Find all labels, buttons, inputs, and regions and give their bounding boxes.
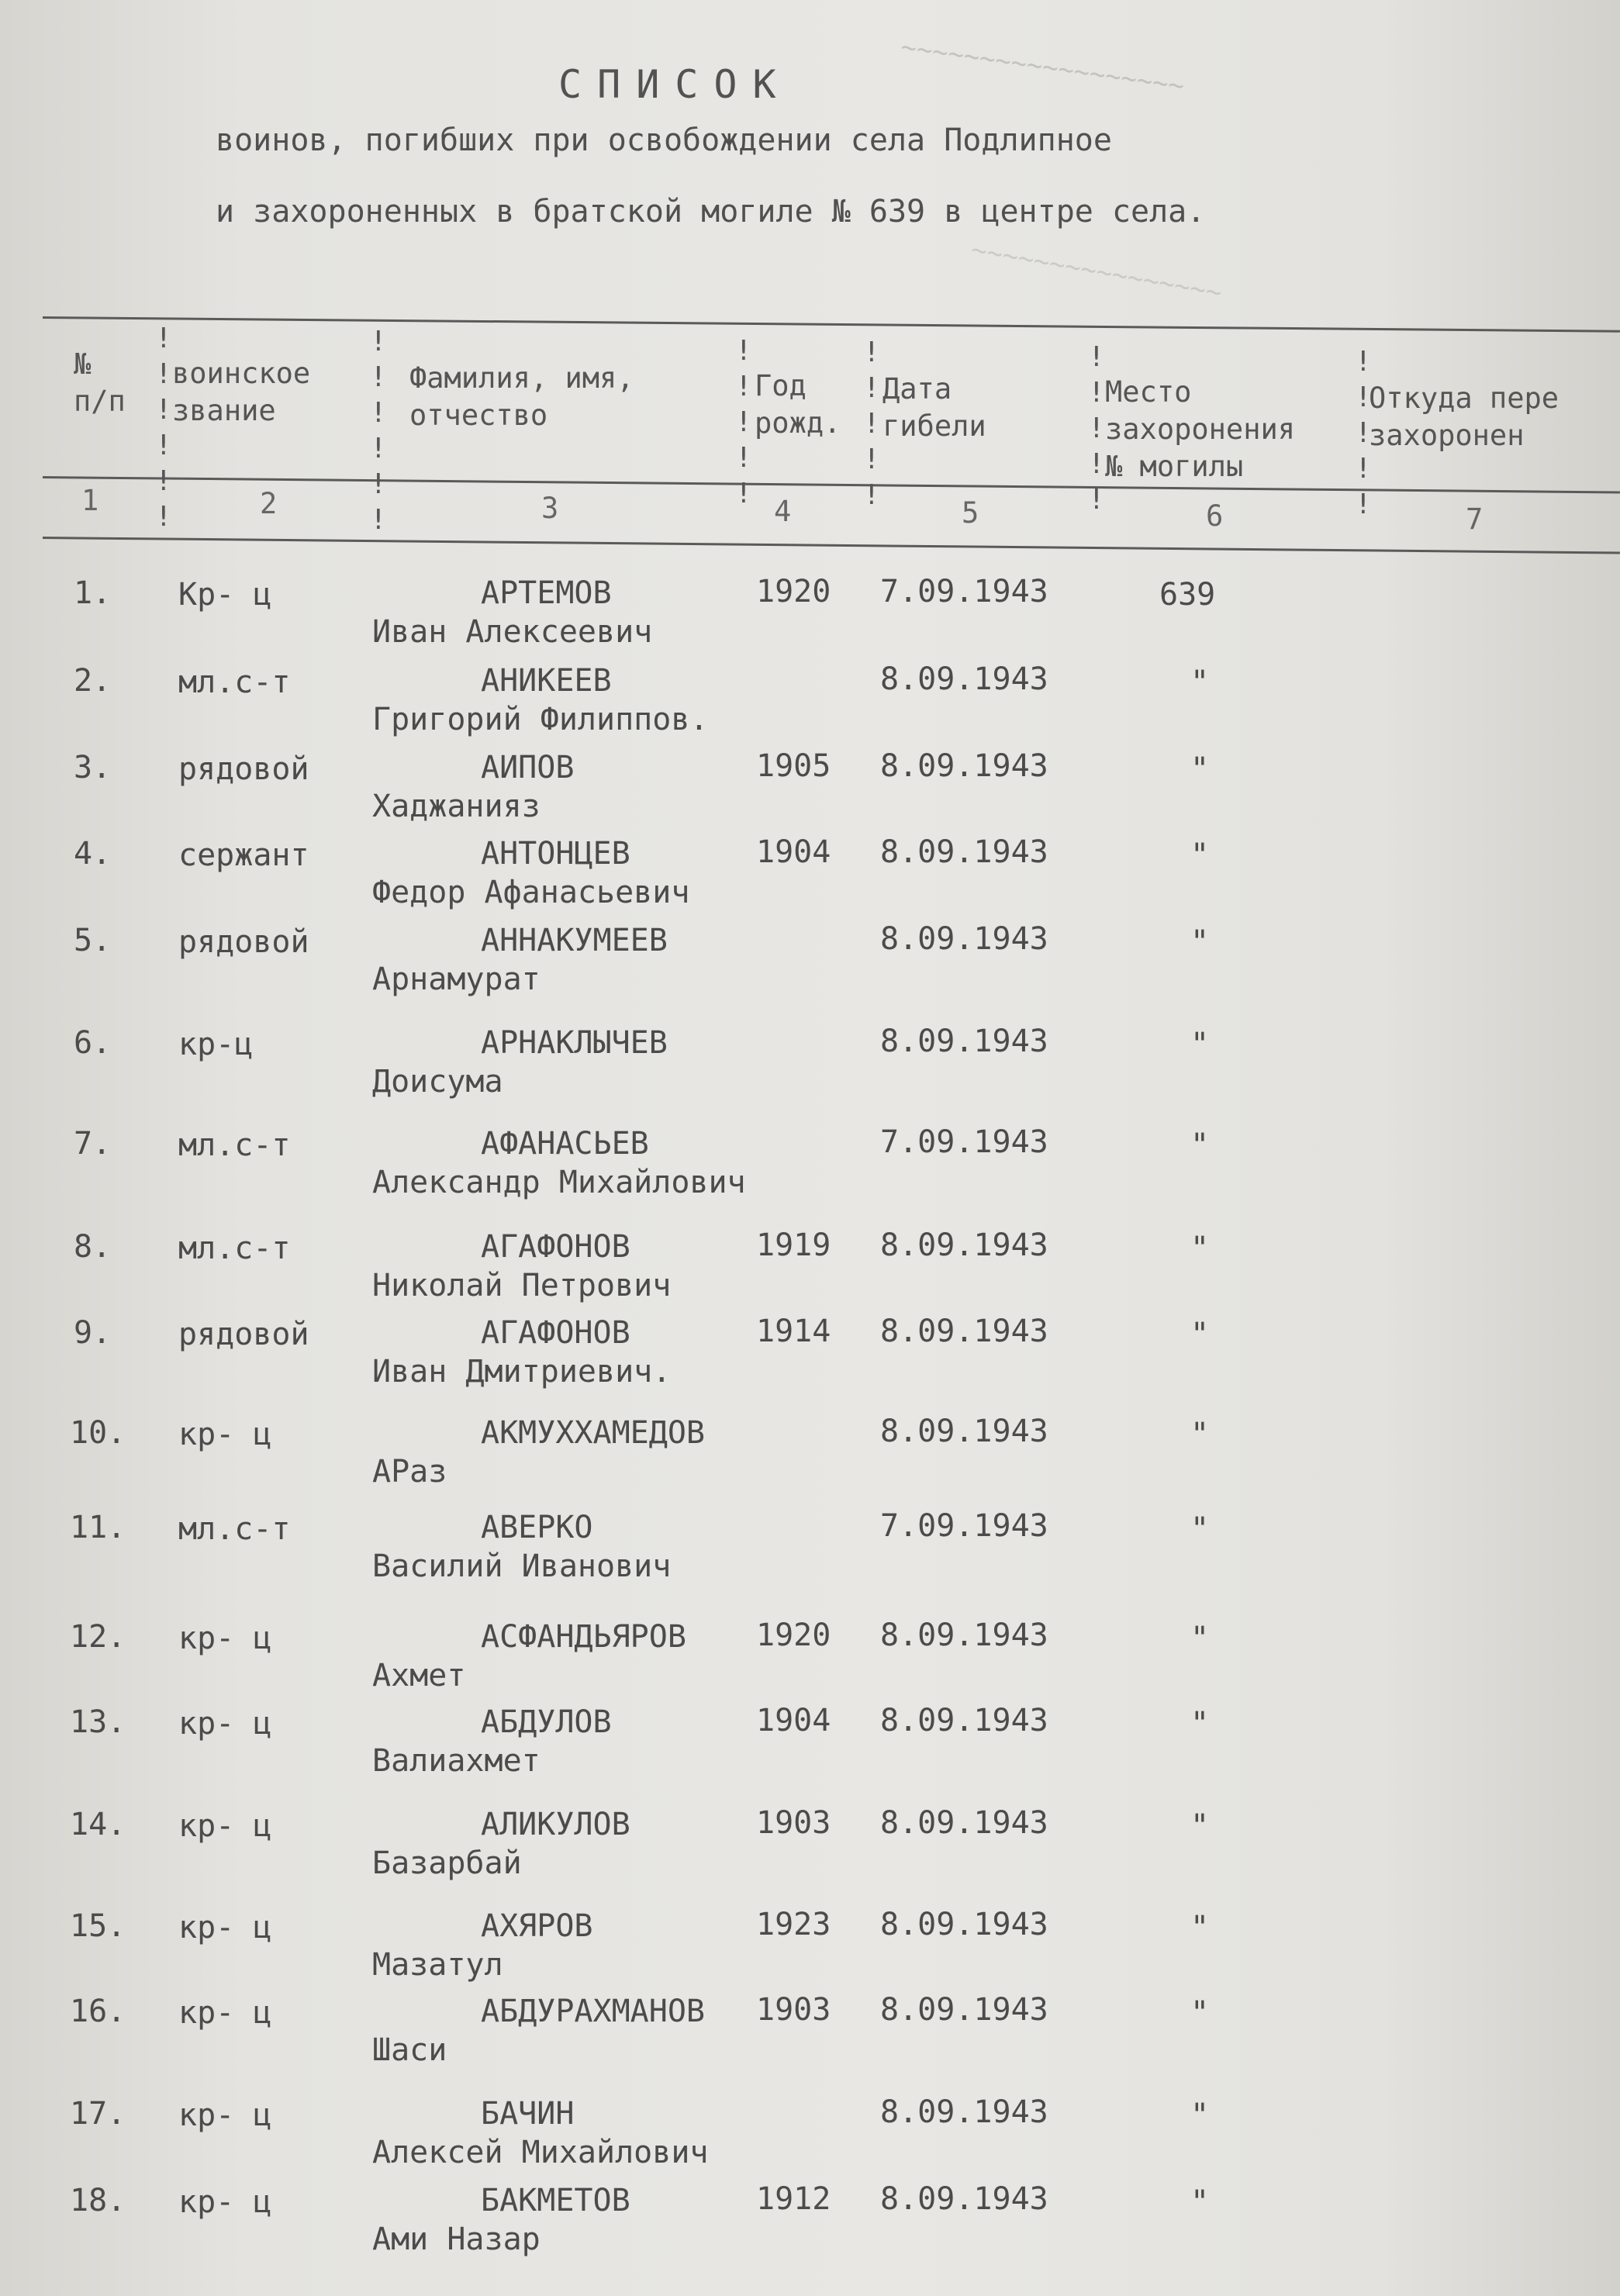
row-number: 18. — [70, 2183, 126, 2218]
table-header-rule — [43, 476, 1620, 494]
row-given-names: Доисума — [372, 1064, 503, 1100]
row-death-date: 7.09.1943 — [880, 1124, 1048, 1160]
row-given-names: Арнамурат — [372, 962, 541, 997]
row-number: 16. — [70, 1994, 126, 2029]
row-burial-place: " — [1190, 1317, 1210, 1352]
row-burial-place: " — [1190, 837, 1210, 873]
row-surname: АСФАНДЬЯРОВ — [481, 1619, 686, 1655]
row-rank: кр- ц — [178, 1808, 272, 1844]
row-rank: сержант — [178, 837, 309, 873]
document-subtitle-line-2: и захороненных в братской могиле № 639 в центре села. — [216, 194, 1206, 230]
row-rank: рядовой — [178, 1317, 309, 1352]
row-burial-place: " — [1190, 1995, 1210, 2031]
row-number: 11. — [70, 1510, 126, 1545]
row-number: 6. — [74, 1025, 112, 1061]
row-rank: кр- ц — [178, 2097, 272, 2133]
row-death-date: 8.09.1943 — [880, 661, 1048, 697]
row-number: 4. — [74, 836, 112, 872]
row-given-names: Иван Алексеевич — [372, 614, 653, 650]
row-surname: АГАФОНОВ — [481, 1315, 630, 1351]
column-separator: ! ! ! ! ! — [1088, 341, 1105, 516]
column-header-rank: воинское звание — [172, 357, 311, 427]
row-surname: АННАКУМЕЕВ — [481, 923, 668, 958]
row-birth-year: 1920 — [756, 1618, 831, 1653]
column-number: 2 — [260, 487, 278, 520]
row-rank: мл.с-т — [178, 665, 291, 700]
row-surname: АРНАКЛЫЧЕВ — [481, 1025, 668, 1061]
row-rank: рядовой — [178, 924, 309, 960]
row-birth-year: 1903 — [756, 1992, 831, 2028]
row-given-names: Василий Иванович — [372, 1549, 672, 1584]
row-given-names: Базарбай — [372, 1845, 522, 1881]
row-burial-place: " — [1190, 1511, 1210, 1547]
row-given-names: Алексей Михайлович — [372, 2135, 709, 2170]
row-rank: кр- ц — [178, 1995, 272, 2031]
row-rank: кр- ц — [178, 1910, 272, 1946]
row-given-names: Шаси — [372, 2032, 447, 2068]
row-given-names: Иван Дмитриевич. — [372, 1354, 672, 1390]
row-surname: АЛИКУЛОВ — [481, 1807, 630, 1842]
row-surname: АИПОВ — [481, 750, 575, 785]
row-burial-place: " — [1190, 2184, 1210, 2220]
row-rank: мл.с-т — [178, 1511, 291, 1547]
column-separator: ! ! ! ! ! ! — [370, 326, 387, 536]
bleed-through-handwriting: ~~~~~~~~~~~~~~~~ — [969, 233, 1224, 309]
column-header-number: № п/п — [74, 347, 126, 418]
row-death-date: 8.09.1943 — [880, 1314, 1048, 1349]
row-surname: АБДУРАХМАНОВ — [481, 1994, 705, 2029]
row-surname: АХЯРОВ — [481, 1908, 593, 1944]
row-number: 14. — [70, 1807, 126, 1842]
row-rank: рядовой — [178, 751, 309, 787]
column-separator: ! ! ! ! ! — [863, 337, 880, 511]
row-rank: кр- ц — [178, 1417, 272, 1452]
row-rank: кр-ц — [178, 1027, 254, 1062]
row-given-names: Ахмет — [372, 1658, 466, 1694]
row-number: 15. — [70, 1908, 126, 1944]
row-burial-place: " — [1190, 1027, 1210, 1062]
row-burial-place: " — [1190, 924, 1210, 960]
column-header-birth-year: Год рожд. — [755, 369, 841, 440]
row-given-names: Валиахмет — [372, 1743, 541, 1779]
row-surname: АРТЕМОВ — [481, 575, 612, 611]
row-given-names: Григорий Филиппов. — [372, 702, 709, 737]
row-number: 1. — [74, 575, 112, 611]
table-top-rule — [43, 316, 1620, 333]
row-surname: АБДУЛОВ — [481, 1704, 612, 1740]
column-number: 6 — [1206, 499, 1224, 533]
column-separator: ! ! ! ! ! — [735, 335, 752, 509]
row-birth-year: 1904 — [756, 1703, 831, 1738]
row-surname: БАКМЕТОВ — [481, 2183, 630, 2218]
row-given-names: АРаз — [372, 1454, 447, 1490]
column-header-name: Фамилия, имя, отчество — [409, 361, 634, 432]
row-number: 17. — [70, 2096, 126, 2132]
row-death-date: 8.09.1943 — [880, 1907, 1048, 1942]
column-separator: ! ! ! ! ! ! — [155, 323, 172, 533]
row-burial-place: " — [1190, 665, 1210, 700]
row-rank: мл.с-т — [178, 1127, 291, 1163]
column-number: 5 — [962, 496, 979, 530]
row-burial-place: " — [1190, 1808, 1210, 1844]
row-death-date: 8.09.1943 — [880, 1414, 1048, 1449]
row-burial-place: " — [1190, 751, 1210, 787]
row-burial-place: " — [1190, 1231, 1210, 1266]
document-title: СПИСОК — [558, 62, 792, 107]
row-death-date: 8.09.1943 — [880, 1024, 1048, 1059]
row-number: 10. — [70, 1415, 126, 1451]
row-surname: АГАФОНОВ — [481, 1229, 630, 1265]
row-rank: кр- ц — [178, 1706, 272, 1742]
row-number: 7. — [74, 1126, 112, 1162]
row-number: 12. — [70, 1619, 126, 1655]
row-surname: АФАНАСЬЕВ — [481, 1126, 649, 1162]
column-separator: ! ! ! ! ! — [1355, 346, 1372, 520]
column-number: 7 — [1466, 502, 1484, 536]
row-rank: Кр- ц — [178, 577, 272, 613]
row-given-names: Хаджанияз — [372, 789, 541, 824]
row-number: 8. — [74, 1229, 112, 1265]
row-death-date: 8.09.1943 — [880, 1618, 1048, 1653]
row-death-date: 8.09.1943 — [880, 1227, 1048, 1263]
column-number: 3 — [541, 492, 559, 525]
row-burial-place: " — [1190, 1910, 1210, 1946]
row-surname: АКМУХХАМЕДОВ — [481, 1415, 705, 1451]
row-burial-place: " — [1190, 1621, 1210, 1656]
row-surname: АНТОНЦЕВ — [481, 836, 630, 872]
row-death-date: 8.09.1943 — [880, 834, 1048, 870]
column-number: 1 — [81, 484, 99, 517]
row-death-date: 8.09.1943 — [880, 2094, 1048, 2130]
document-subtitle-line-1: воинов, погибших при освобождении села Подлипное — [216, 123, 1112, 158]
row-number: 13. — [70, 1704, 126, 1740]
row-burial-place: " — [1190, 2097, 1210, 2133]
row-rank: кр- ц — [178, 1621, 272, 1656]
row-surname: БАЧИН — [481, 2096, 575, 2132]
column-header-burial-place: Место захоронения № могилы — [1105, 375, 1296, 483]
row-death-date: 8.09.1943 — [880, 748, 1048, 784]
row-rank: мл.с-т — [178, 1231, 291, 1266]
row-burial-place: " — [1190, 1127, 1210, 1163]
row-death-date: 8.09.1943 — [880, 1992, 1048, 2028]
row-given-names: Александр Михайлович — [372, 1165, 746, 1200]
row-birth-year: 1923 — [756, 1907, 831, 1942]
column-number: 4 — [774, 495, 792, 528]
row-burial-place: " — [1190, 1417, 1210, 1452]
table-body-rule — [43, 537, 1620, 554]
row-burial-place: 639 — [1159, 577, 1216, 613]
row-number: 5. — [74, 923, 112, 958]
row-number: 2. — [74, 663, 112, 699]
row-death-date: 7.09.1943 — [880, 574, 1048, 609]
row-birth-year: 1912 — [756, 2181, 831, 2217]
row-death-date: 7.09.1943 — [880, 1508, 1048, 1544]
row-death-date: 8.09.1943 — [880, 1805, 1048, 1841]
row-birth-year: 1904 — [756, 834, 831, 870]
row-number: 9. — [74, 1315, 112, 1351]
column-header-reburied-from: Откуда пере захоронен — [1369, 382, 1560, 452]
row-death-date: 8.09.1943 — [880, 1703, 1048, 1738]
row-given-names: Федор Афанасьевич — [372, 875, 690, 910]
row-rank: кр- ц — [178, 2184, 272, 2220]
row-death-date: 8.09.1943 — [880, 921, 1048, 957]
row-given-names: Мазатул — [372, 1947, 503, 1983]
row-birth-year: 1920 — [756, 574, 831, 609]
row-burial-place: " — [1190, 1706, 1210, 1742]
row-surname: АВЕРКО — [481, 1510, 593, 1545]
row-death-date: 8.09.1943 — [880, 2181, 1048, 2217]
row-birth-year: 1903 — [756, 1805, 831, 1841]
row-given-names: Николай Петрович — [372, 1268, 672, 1303]
row-birth-year: 1914 — [756, 1314, 831, 1349]
row-given-names: Ами Назар — [372, 2222, 541, 2257]
column-header-death-date: Дата гибели — [883, 372, 986, 443]
bleed-through-handwriting: ~~~~~~~~~~~~~~~~~~ — [899, 31, 1187, 102]
row-birth-year: 1919 — [756, 1227, 831, 1263]
row-birth-year: 1905 — [756, 748, 831, 784]
row-number: 3. — [74, 750, 112, 785]
row-surname: АНИКЕЕВ — [481, 663, 612, 699]
